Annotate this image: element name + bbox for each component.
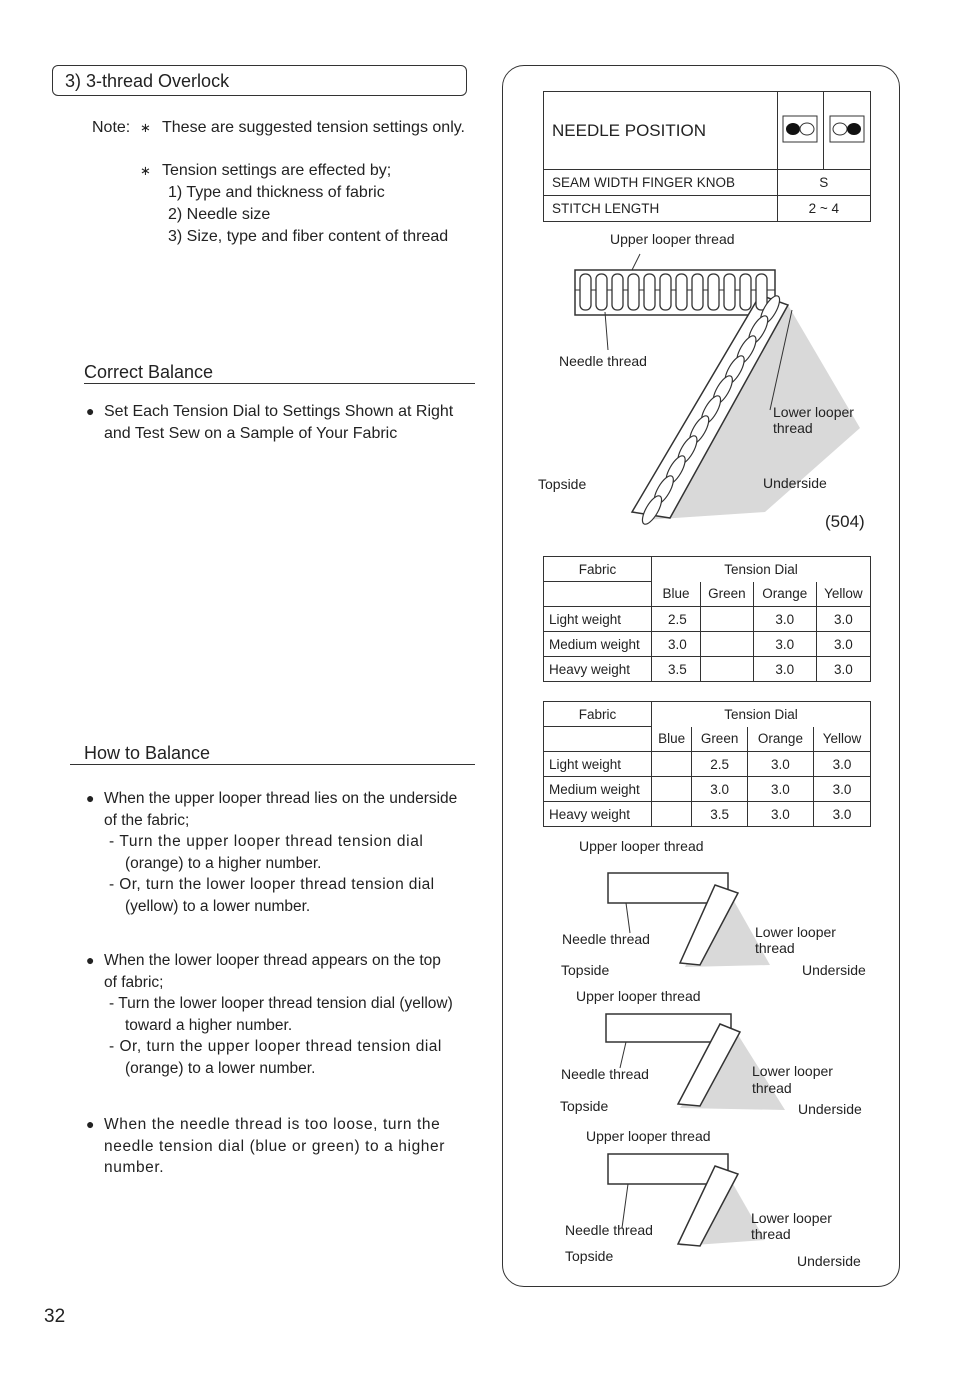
b2-line-3: - Turn the lower looper thread tension dial (yellow) [109,995,453,1012]
note-item-2: 2) Needle size [168,206,271,223]
stitch-length-label: STITCH LENGTH [544,196,778,222]
b3-line-2: needle tension dial (blue or green) to a higher [104,1137,445,1155]
b1-line-2: of the fabric; [104,811,190,829]
d1-lower-label-2: thread [755,940,795,956]
t2-empty [544,727,652,752]
t2-col-orange: Orange [747,727,813,752]
main-stitch-diagram [560,250,880,530]
d1-topside-label: Topside [561,962,610,978]
t2-cell: 3.0 [814,777,871,802]
how-to-balance-heading: How to Balance [70,743,475,765]
table-row [544,802,871,827]
t1-tension-header: Tension Dial [652,557,871,582]
t2-col-yellow: Yellow [814,727,871,752]
d3-needle-label: Needle thread [565,1222,653,1238]
balance-bullet-1 [86,788,482,917]
tension-table-2 [543,701,871,827]
needle-pointer [605,312,608,350]
main-upper-label: Upper looper thread [610,231,735,247]
d3-lower-label-1: Lower looper [751,1210,832,1226]
note-star-2: ∗ [140,163,151,178]
balance-bullet-3 [86,1114,482,1179]
needle-pointer [620,1042,626,1068]
stitch-loop [724,274,735,310]
d2-upper-label: Upper looper thread [576,988,701,1004]
stitch-code: (504) [825,512,865,531]
bullet-dot: ● [86,952,95,968]
b2-line-1: When the lower looper thread appears on the top [104,952,441,969]
correct-balance-bullet [86,401,484,444]
note-line-1: These are suggested tension settings only. [162,119,465,136]
b1-line-5: - Or, turn the lower looper thread tension dial [109,876,435,893]
stitch-loop [580,274,591,310]
t2-row-name: Light weight [544,752,652,777]
d1-upper-label: Upper looper thread [579,838,704,854]
needle-pointer [626,903,630,933]
t2-cell: 2.5 [692,752,747,777]
correct-balance-line-2: and Test Sew on a Sample of Your Fabric [104,424,398,442]
t1-col-yellow: Yellow [816,582,870,607]
t2-cell [652,752,692,777]
tension-table-1 [543,556,871,682]
page-number: 32 [44,1306,66,1327]
table-row [544,752,871,777]
t2-cell: 3.0 [747,777,813,802]
b1-line-1: When the upper looper thread lies on the underside [104,790,458,807]
small-diagram-2 [600,1010,800,1112]
t1-fabric-header: Fabric [544,557,652,582]
t2-cell [652,777,692,802]
d3-underside-label: Underside [797,1253,861,1269]
needle-left-icon [782,115,818,143]
t2-fabric-header: Fabric [544,702,652,727]
stitch-loop [644,274,655,310]
stitch-loop [692,274,703,310]
table-row [544,632,871,657]
main-topside-label: Topside [538,476,587,492]
main-underside-label: Underside [763,475,827,491]
bullet-dot: ● [86,790,95,806]
d3-upper-label: Upper looper thread [586,1128,711,1144]
table-row [544,777,871,802]
b1-line-6: (yellow) to a lower number. [125,897,311,915]
t2-cell: 3.0 [692,777,747,802]
d3-topside-label: Topside [565,1248,614,1264]
upper-pointer [632,254,640,270]
stitch-loop [660,274,671,310]
b1-line-4: (orange) to a higher number. [125,854,322,872]
seam-width-label: SEAM WIDTH FINGER KNOB [544,170,778,196]
t1-cell [701,657,754,682]
t1-cell [701,632,754,657]
t2-cell: 3.5 [692,802,747,827]
t1-cell: 3.0 [753,607,816,632]
t1-cell: 3.0 [753,657,816,682]
stitch-loop [628,274,639,310]
section-title: 3) 3-thread Overlock [52,65,467,96]
needle-position-title: NEEDLE POSITION [544,92,778,170]
t1-cell: 3.0 [753,632,816,657]
d2-lower-label-2: thread [752,1080,792,1096]
correct-balance-heading: Correct Balance [84,362,475,384]
stitch-length-value: 2 ~ 4 [777,196,870,222]
stitch-loop [740,274,751,310]
b2-line-5: - Or, turn the upper looper thread tension dial [109,1038,442,1055]
t1-col-blue: Blue [652,582,701,607]
d2-lower-label-1: Lower looper [752,1063,833,1079]
d1-needle-label: Needle thread [562,931,650,947]
main-lower-label-2: thread [773,420,813,436]
t1-cell: 3.0 [652,632,701,657]
t2-col-blue: Blue [652,727,692,752]
bullet-dot: ● [86,403,95,419]
stitch-loop [676,274,687,310]
t2-cell: 3.0 [814,752,871,777]
b2-line-2: of fabric; [104,973,164,991]
t2-row-name: Heavy weight [544,802,652,827]
t2-cell: 3.0 [814,802,871,827]
needle-right-icon [829,115,865,143]
t2-cell [652,802,692,827]
correct-balance-line-1: Set Each Tension Dial to Settings Shown at Right [104,403,454,420]
t2-row-name: Medium weight [544,777,652,802]
t2-col-green: Green [692,727,747,752]
table-row [544,657,871,682]
t2-cell: 3.0 [747,802,813,827]
t1-empty [544,582,652,607]
t1-cell: 3.0 [816,632,870,657]
note-star-1: ∗ [140,120,151,135]
note-label: Note: [92,119,131,136]
stitch-loop [596,274,607,310]
b3-line-1: When the needle thread is too loose, turn the [104,1116,441,1133]
t2-cell: 3.0 [747,752,813,777]
d1-lower-label-1: Lower looper [755,924,836,940]
d3-lower-label-2: thread [751,1226,791,1242]
balance-bullet-2 [86,950,482,1079]
t1-row-name: Medium weight [544,632,652,657]
t1-cell: 3.5 [652,657,701,682]
d1-underside-label: Underside [802,962,866,978]
needle-left-icon-cell [777,92,824,170]
b1-line-3: - Turn the upper looper thread tension dial [109,833,424,850]
t1-cell: 2.5 [652,607,701,632]
t2-tension-header: Tension Dial [652,702,871,727]
note-line-2: Tension settings are effected by; [162,162,392,179]
b2-line-6: (orange) to a lower number. [125,1059,316,1077]
table-row [544,607,871,632]
d2-topside-label: Topside [560,1098,609,1114]
note-item-1: 1) Type and thickness of fabric [168,184,385,201]
t1-cell: 3.0 [816,607,870,632]
needle-position-table [543,91,871,222]
stitch-loop [756,274,767,310]
main-needle-label: Needle thread [559,353,647,369]
note-item-3: 3) Size, type and fiber content of thread [168,228,449,245]
b2-line-4: toward a higher number. [125,1016,293,1034]
b3-line-3: number. [104,1159,165,1176]
t1-row-name: Light weight [544,607,652,632]
t1-cell [701,607,754,632]
t1-row-name: Heavy weight [544,657,652,682]
stitch-loop [612,274,623,310]
t1-col-green: Green [701,582,754,607]
d2-underside-label: Underside [798,1101,862,1117]
main-lower-label-1: Lower looper [773,404,854,420]
t1-cell: 3.0 [816,657,870,682]
d2-needle-label: Needle thread [561,1066,649,1082]
seam-width-value: S [777,170,870,196]
bullet-dot: ● [86,1116,96,1132]
needle-right-icon-cell [824,92,871,170]
t1-col-orange: Orange [753,582,816,607]
stitch-loop [708,274,719,310]
